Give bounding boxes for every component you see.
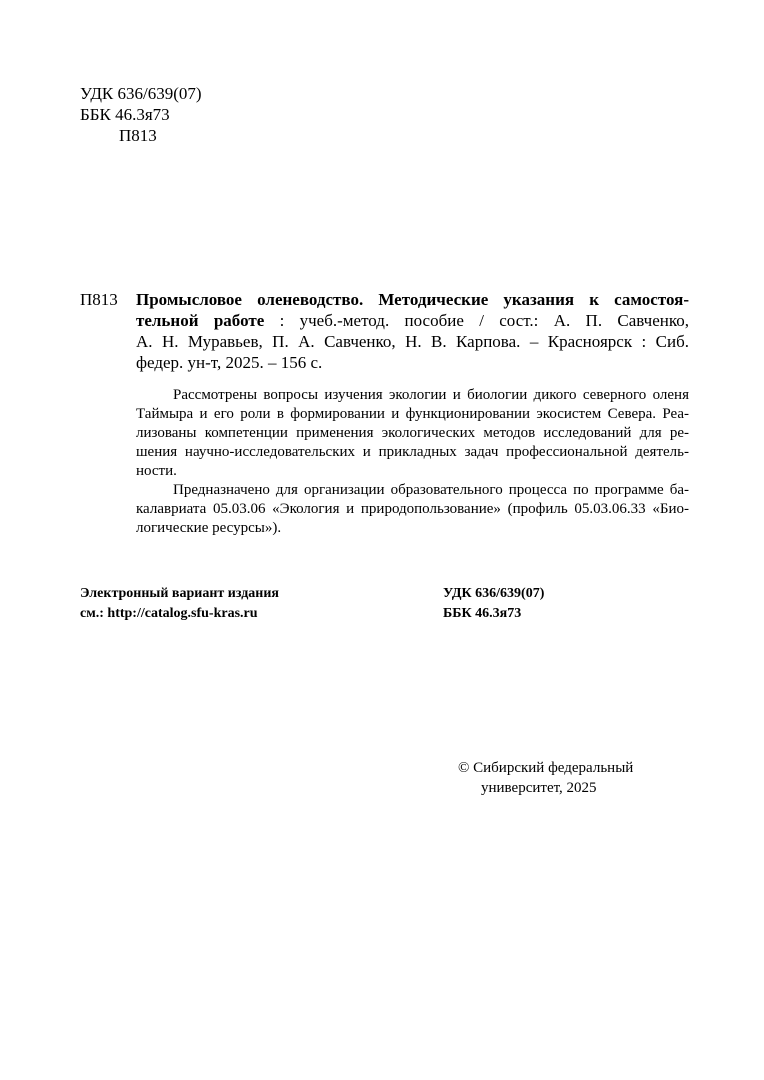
copyright-line-1: © Сибирский федеральный [458, 760, 634, 776]
record-title-end: тельной работе [136, 311, 265, 330]
record-title-line-2 [136, 310, 689, 332]
abstract-p1-line: лизованы компетенции применения экологических методов исследований для ре- [136, 425, 689, 441]
abstract-p2-line: калавриата 05.03.06 «Экология и природопользование» (профиль 05.03.06.33 «Био- [136, 501, 689, 517]
record-title-line-1: Промысловое оленеводство. Методические указания к самостоя- [136, 290, 689, 309]
record-publisher: федер. ун-т, 2025. – 156 с. [136, 353, 323, 372]
abstract-p2-line: Предназначено для организации образовательного процесса по программе ба- [173, 482, 689, 498]
udk-code: УДК 636/639(07) [80, 84, 202, 103]
author-mark: П813 [119, 126, 157, 145]
bbk-code: ББК 46.3я73 [80, 105, 170, 124]
record-compilers: А. Н. Муравьев, П. А. Савченко, Н. В. Карпова. – Красноярск : Сиб. [136, 332, 689, 351]
abstract [136, 386, 689, 538]
record-description: : учеб.-метод. пособие / сост.: А. П. Савченко, [264, 311, 689, 330]
copyright-line-2: университет, 2025 [481, 780, 597, 796]
footer-udk: УДК 636/639(07) [443, 586, 545, 601]
abstract-p1-line: ности. [136, 463, 177, 479]
abstract-p1-line: шения научно-исследовательских и прикладных задач профессиональной деятель- [136, 444, 689, 460]
abstract-p1-line: Таймыра и его роли в формировании и функционировании экосистем Севера. Реа- [136, 406, 689, 422]
abstract-p1-line: Рассмотрены вопросы изучения экологии и биологии дикого северного оленя [173, 387, 689, 403]
catalog-link[interactable]: см.: http://catalog.sfu-kras.ru [80, 606, 258, 621]
footer-bbk: ББК 46.3я73 [443, 606, 522, 621]
abstract-p2-line: логические ресурсы»). [136, 520, 282, 536]
record-author-mark: П813 [80, 290, 118, 309]
electronic-version-label: Электронный вариант издания [80, 586, 279, 601]
